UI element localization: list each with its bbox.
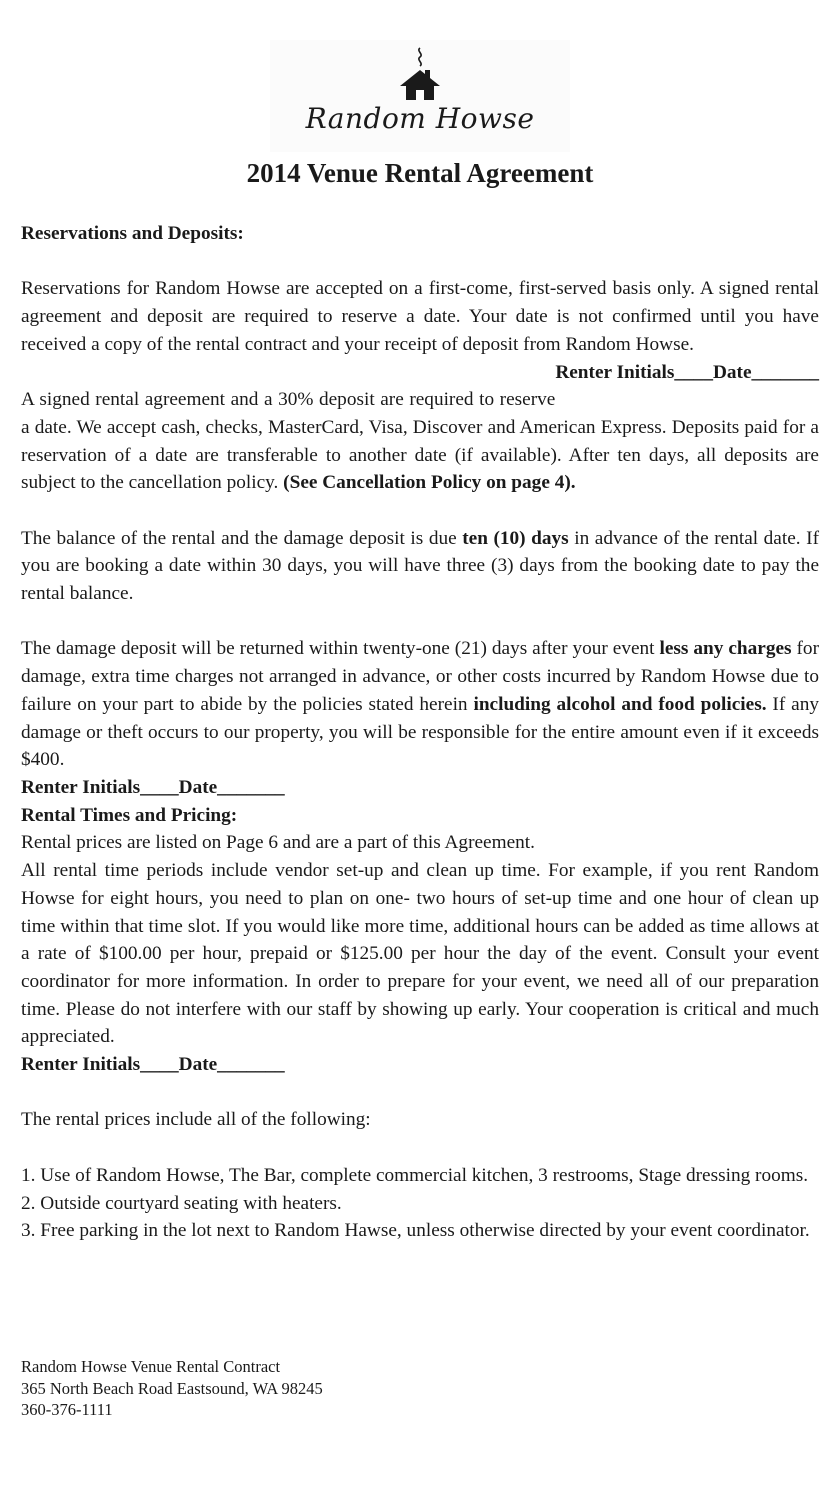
footer-address: 365 North Beach Road Eastsound, WA 98245 [21,1378,323,1398]
balance-due-emphasis: ten (10) days [462,527,569,549]
footer-phone: 360-376-1111 [21,1400,113,1419]
includes-intro: The rental prices include all of the following: [21,1109,371,1131]
deposit-policy-text: A signed rental agreement and a 30% deposit are required to reserve a date. We accept cash, checks, MasterCard, Visa, Discover and American Express. Deposits paid for a reservation of a date are transferable to another date (if available). After ten days, all deposits are subject to the cancellation policy. [21,389,819,494]
agreement-body [21,220,819,1245]
footer [21,1356,323,1421]
section-heading-rental-times: Rental Times and Pricing: [21,804,238,826]
logo [270,40,570,152]
renter-initials-line-1: Renter Initials____Date_______ [555,361,819,383]
section-heading-reservations: Reservations and Deposits: [21,223,244,244]
reservations-paragraph-2 [21,386,819,497]
document-title: 2014 Venue Rental Agreement [246,158,594,188]
renter-initials-line-2: Renter Initials____Date_______ [21,777,285,798]
reservations-paragraph-1-text: Reservations for Random Howse are accepted on a first-come, first-served basis only. A signed rental agreement and deposit are required to reserve a date. Your date is not confirmed until you have received a copy of the rental contract and your receipt of deposit from Random Howse. [21,278,819,355]
list-item: 3. Free parking in the lot next to Random Hawse, unless otherwise directed by your event coordinator. [21,1220,810,1242]
renter-initials-line-3: Renter Initials____Date_______ [21,1054,285,1076]
reservations-paragraph-4 [21,635,819,774]
less-any-charges-emphasis: less any charges [659,638,792,660]
rental-times-paragraph: All rental time periods include vendor set-up and clean up time. For example, if you rent Random Howse for eight hours, you need to plan on one- two hours of set-up time and one hour of clean up time within that time slot. If you would like more time, additional hours can be added as time allows at a rate of $100.00 per hour, prepaid or $125.00 per hour the day of the event. Consult your event coordinator for more information. In order to prepare for your event, we need all of our preparation time. Please do not interfere with our staff by showing up early. Your cooperation is critical and much appreciated. [21,860,819,1048]
damage-text-b: for damage, extra time charges not arranged in advance, or other costs incurred by Random Howse due to failure on your part to abide by the policies stated herein [21,638,819,715]
balance-text-a: The balance of the rental and the damage deposit is due [21,527,463,549]
list-item: 1. Use of Random Howse, The Bar, complete commercial kitchen, 3 restrooms, Stage dressing rooms. [21,1164,809,1186]
damage-text-a: The damage deposit will be returned within twenty-one (21) days after your event [21,638,660,660]
reservations-paragraph-3 [21,525,819,608]
logo-name: Random Howse [305,102,535,135]
reservations-paragraph-1 [21,275,819,383]
rental-prices-note: Rental prices are listed on Page 6 and are a part of this Agreement. [21,832,535,854]
footer-contract-name: Random Howse Venue Rental Contract [21,1357,281,1376]
alcohol-food-policies-emphasis: including alcohol and food policies. [473,693,767,715]
included-items-list [21,1162,819,1245]
list-item: 2. Outside courtyard seating with heaters. [21,1192,342,1214]
balance-text-b: in advance of the rental date. If you are booking a date within 30 days, you will have three (3) days from the booking date to pay the rental balance. [21,527,819,605]
house-with-chimney-smoke-icon [396,46,444,102]
cancellation-policy-reference: (See Cancellation Policy on page 4). [283,472,576,494]
damage-text-c: If any damage or theft occurs to our property, you will be responsible for the entire amount even if it exceeds $400. [21,693,819,771]
